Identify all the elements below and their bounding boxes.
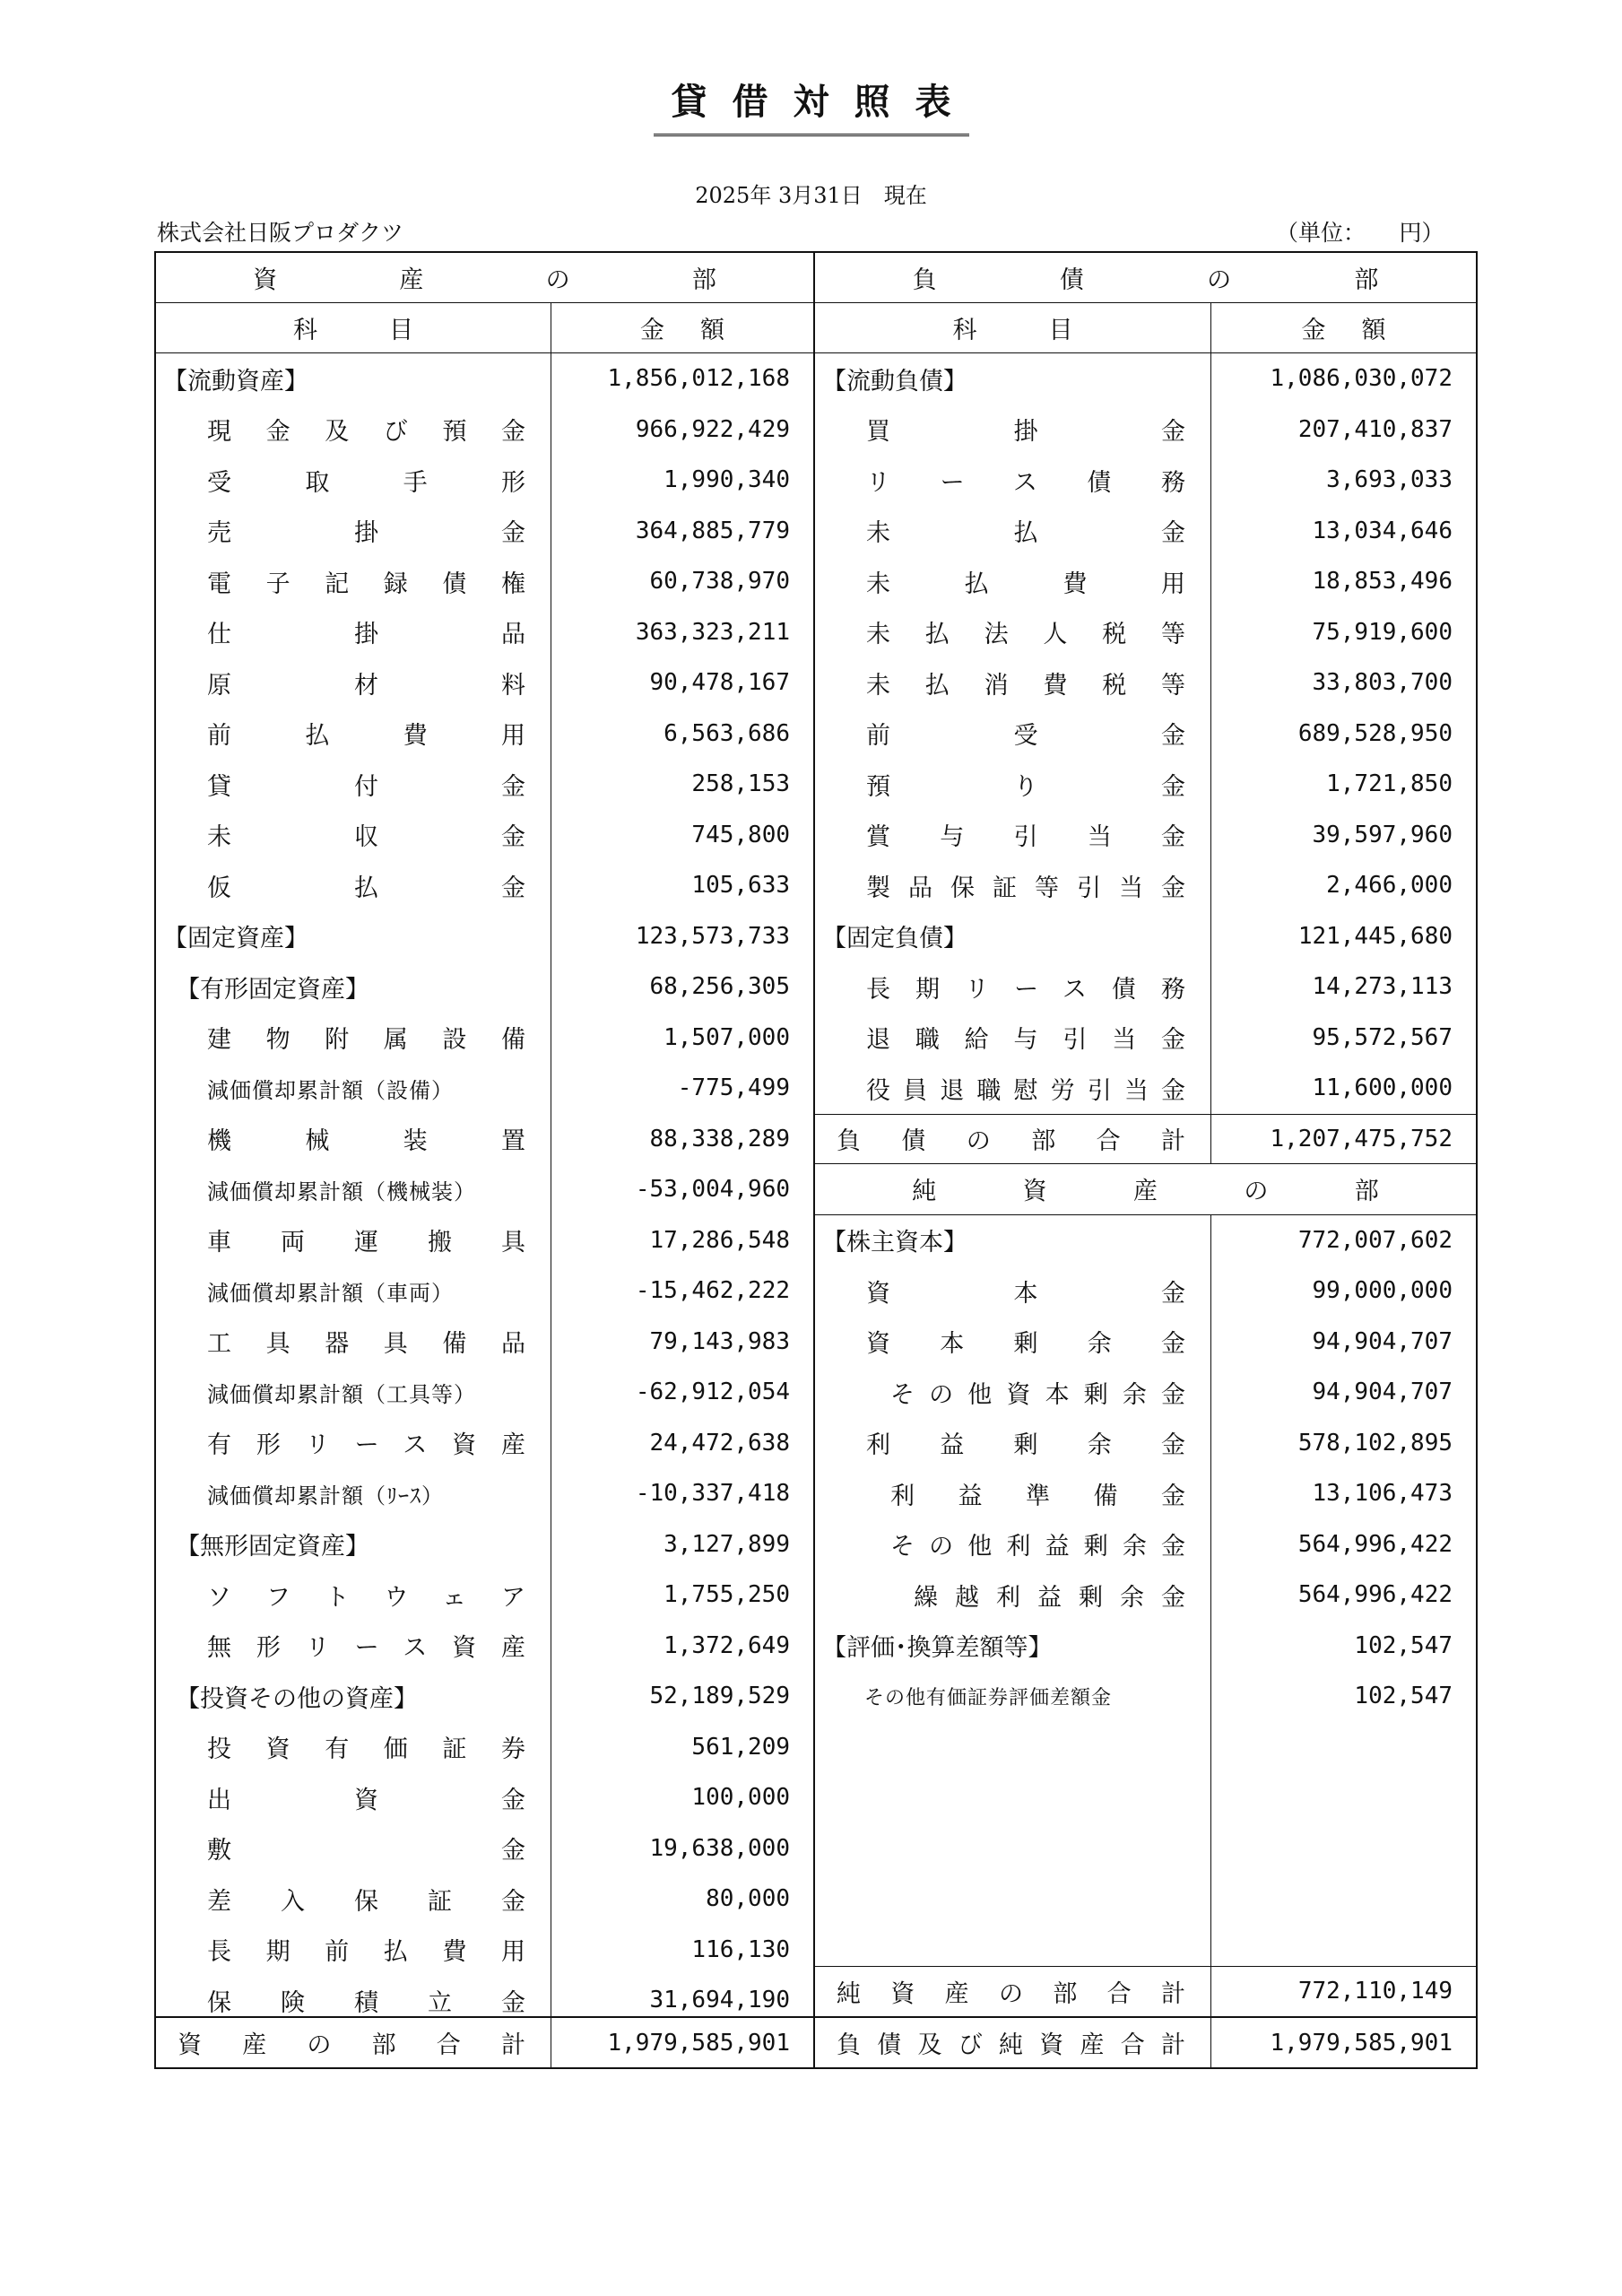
account-amount: 39,597,960 <box>1312 821 1453 848</box>
account-name: 製品保証等引当金 <box>815 860 1211 911</box>
account-amount: 207,410,837 <box>1297 415 1453 443</box>
account-name: 有形リース資産 <box>156 1418 551 1469</box>
account-amount: 1,721,850 <box>1326 770 1453 798</box>
assets-total-row <box>156 2016 813 2067</box>
table-row <box>156 759 813 810</box>
account-name: 原材料 <box>156 657 551 709</box>
account-name: 未払法人税等 <box>815 607 1211 658</box>
table-row <box>815 1519 1476 1570</box>
table-row <box>156 1063 813 1114</box>
column-header-char: 金 <box>1301 317 1326 344</box>
table-row <box>156 709 813 760</box>
table-row <box>156 1671 813 1722</box>
account-amount: 102,547 <box>1354 1631 1453 1659</box>
table-row <box>156 1013 813 1064</box>
account-name: 預り金 <box>815 759 1211 810</box>
liabilities-total-amount: 1,207,475,752 <box>1270 1125 1453 1152</box>
account-amount: 13,034,646 <box>1312 517 1453 544</box>
account-name: 【固定負債】 <box>815 911 1211 962</box>
header-char: 産 <box>399 266 424 294</box>
account-amount: 13,106,473 <box>1312 1480 1453 1508</box>
account-name: 買掛金 <box>815 404 1211 456</box>
table-row <box>815 1367 1476 1418</box>
account-name: 仮払金 <box>156 860 551 911</box>
column-header-char: 科 <box>293 317 317 344</box>
table-row <box>815 1215 1476 1266</box>
assets-column-header <box>156 303 813 353</box>
account-amount: 966,922,429 <box>635 415 790 443</box>
account-amount: 94,904,707 <box>1312 1327 1453 1355</box>
table-row <box>156 1164 813 1215</box>
table-row <box>815 657 1476 709</box>
assets-total-amount: 1,979,585,901 <box>607 2029 790 2057</box>
assets-rows <box>156 353 813 2026</box>
table-row <box>815 1317 1476 1368</box>
table-row <box>815 607 1476 658</box>
table-row <box>156 1265 813 1317</box>
net-assets-section-header <box>815 1164 1476 1215</box>
table-row <box>156 961 813 1013</box>
account-name: リース債務 <box>815 455 1211 506</box>
table-row <box>815 404 1476 456</box>
table-row <box>156 455 813 506</box>
account-amount: -53,004,960 <box>635 1176 790 1204</box>
net-assets-rows <box>815 1215 1476 1722</box>
account-name: 賞与引当金 <box>815 810 1211 861</box>
account-amount: 578,102,895 <box>1297 1429 1453 1457</box>
account-name: 【有形固定資産】 <box>156 961 551 1013</box>
net-assets-total-amount: 772,110,149 <box>1297 1978 1453 2005</box>
table-row <box>156 1874 813 1925</box>
account-amount: 102,547 <box>1354 1683 1453 1710</box>
account-amount: 1,372,649 <box>664 1631 790 1659</box>
table-row <box>156 1772 813 1823</box>
account-name: 減価償却累計額（機械装） <box>156 1164 551 1215</box>
account-amount: 6,563,686 <box>664 719 790 747</box>
account-amount: 121,445,680 <box>1297 922 1453 950</box>
table-row <box>156 1468 813 1519</box>
account-name: 未収金 <box>156 810 551 861</box>
account-amount: 258,153 <box>691 770 790 798</box>
table-row <box>815 1063 1476 1114</box>
account-amount: 18,853,496 <box>1312 568 1453 596</box>
table-row <box>156 556 813 607</box>
account-name: 無形リース資産 <box>156 1621 551 1672</box>
account-name: 【無形固定資産】 <box>156 1519 551 1570</box>
account-name: ソフトウェア <box>156 1570 551 1621</box>
table-row <box>815 1468 1476 1519</box>
account-amount: 99,000,000 <box>1312 1277 1453 1305</box>
account-amount: 24,472,638 <box>649 1429 790 1457</box>
header-char: の <box>1244 1178 1269 1206</box>
account-amount: 94,904,707 <box>1312 1378 1453 1406</box>
account-amount: 17,286,548 <box>649 1226 790 1254</box>
account-name: 受取手形 <box>156 455 551 506</box>
account-amount: -775,499 <box>677 1074 790 1102</box>
table-row <box>156 657 813 709</box>
document-title <box>0 74 1622 136</box>
table-row <box>156 607 813 658</box>
account-name: その他資本剰余金 <box>815 1367 1211 1418</box>
table-row <box>156 1925 813 1976</box>
account-name: 【固定資産】 <box>156 911 551 962</box>
account-name: 【流動資産】 <box>156 353 551 404</box>
account-name: 建物附属設備 <box>156 1013 551 1064</box>
table-row <box>815 353 1476 404</box>
account-amount: 364,885,779 <box>635 517 790 544</box>
account-name: 工具器具備品 <box>156 1317 551 1368</box>
account-amount: 60,738,970 <box>649 568 790 596</box>
account-name: 敷金 <box>156 1823 551 1874</box>
account-amount: 3,127,899 <box>664 1530 790 1558</box>
account-amount: 1,990,340 <box>664 466 790 494</box>
account-amount: 19,638,000 <box>649 1834 790 1862</box>
account-name: 減価償却累計額（設備） <box>156 1063 551 1114</box>
table-row <box>815 1418 1476 1469</box>
net-assets-total-label: 純資産の部合計 <box>815 1967 1211 2017</box>
table-row <box>156 1621 813 1672</box>
table-row <box>815 1570 1476 1621</box>
table-row <box>156 1215 813 1266</box>
account-amount: 14,273,113 <box>1312 973 1453 1001</box>
title-char: 対 <box>793 81 829 123</box>
grand-total-amount: 1,979,585,901 <box>1270 2029 1453 2057</box>
header-char: 部 <box>691 266 716 294</box>
account-amount: 564,996,422 <box>1297 1581 1453 1609</box>
column-header-char: 科 <box>952 317 977 344</box>
grand-total-row <box>815 2016 1476 2067</box>
title-char: 表 <box>915 81 951 123</box>
account-name: 長期前払費用 <box>156 1925 551 1976</box>
account-name: 【流動負債】 <box>815 353 1211 404</box>
account-name: その他有価証券評価差額金 <box>815 1671 1211 1722</box>
report-date: 2025年 3月31日 現在 <box>695 183 927 208</box>
account-name: 減価償却累計額（工具等） <box>156 1367 551 1418</box>
account-amount: -15,462,222 <box>635 1277 790 1305</box>
account-amount: 79,143,983 <box>649 1327 790 1355</box>
title-char: 借 <box>732 81 768 123</box>
header-char: 債 <box>1059 266 1084 294</box>
table-row <box>815 1013 1476 1064</box>
account-name: 資本金 <box>815 1265 1211 1317</box>
account-amount: 11,600,000 <box>1312 1074 1453 1102</box>
account-amount: 1,507,000 <box>664 1023 790 1051</box>
table-row <box>815 1265 1476 1317</box>
account-amount: 363,323,211 <box>635 618 790 646</box>
account-amount: 52,189,529 <box>649 1683 790 1710</box>
account-amount: 100,000 <box>691 1784 790 1812</box>
account-name: 長期リース債務 <box>815 961 1211 1013</box>
account-amount: 80,000 <box>706 1885 790 1913</box>
header-char: 純 <box>912 1178 937 1206</box>
account-amount: -10,337,418 <box>635 1480 790 1508</box>
account-name: 減価償却累計額（ﾘｰｽ） <box>156 1468 551 1519</box>
net-assets-empty-space <box>815 1722 1476 1966</box>
table-row <box>815 961 1476 1013</box>
table-row <box>156 1317 813 1368</box>
account-amount: 31,694,190 <box>649 1987 790 2014</box>
table-row <box>156 1114 813 1165</box>
header-char: の <box>545 266 570 294</box>
account-name: 現金及び預金 <box>156 404 551 456</box>
header-char: の <box>1207 266 1232 294</box>
table-row <box>815 810 1476 861</box>
table-row <box>156 404 813 456</box>
table-row <box>156 911 813 962</box>
account-name: 機械装置 <box>156 1114 551 1165</box>
account-amount: 88,338,289 <box>649 1125 790 1152</box>
table-row <box>156 1519 813 1570</box>
table-row <box>156 506 813 557</box>
header-char: 資 <box>1022 1178 1047 1206</box>
account-name: 前払費用 <box>156 709 551 760</box>
account-amount: 90,478,167 <box>649 669 790 697</box>
account-name: 減価償却累計額（車両） <box>156 1265 551 1317</box>
table-row <box>156 810 813 861</box>
assets-section-header <box>156 253 813 303</box>
title-char: 照 <box>854 81 890 123</box>
column-header-char: 金 <box>640 317 664 344</box>
header-char: 産 <box>1132 1178 1158 1206</box>
account-amount: 68,256,305 <box>649 973 790 1001</box>
account-name: 車両運搬具 <box>156 1215 551 1266</box>
liabilities-column <box>815 253 1476 2067</box>
assets-total-label: 資産の部合計 <box>156 2018 551 2067</box>
account-name: 売掛金 <box>156 506 551 557</box>
unit-label: （単位： 円） <box>1276 220 1444 246</box>
column-header-char: 目 <box>1048 317 1073 344</box>
balance-sheet-table <box>154 251 1478 2069</box>
account-name: 未払消費税等 <box>815 657 1211 709</box>
account-name: 資本剰余金 <box>815 1317 1211 1368</box>
table-row <box>815 911 1476 962</box>
account-amount: 123,573,733 <box>635 922 790 950</box>
table-row <box>156 860 813 911</box>
table-row <box>815 556 1476 607</box>
account-amount: 689,528,950 <box>1297 719 1453 747</box>
account-amount: 1,856,012,168 <box>607 365 790 393</box>
account-amount: 772,007,602 <box>1297 1226 1453 1254</box>
header-char: 負 <box>912 266 937 294</box>
account-name: 繰越利益剰余金 <box>815 1570 1211 1621</box>
table-row <box>156 1722 813 1773</box>
account-name: 【評価･換算差額等】 <box>815 1621 1211 1672</box>
table-row <box>815 759 1476 810</box>
company-name: 株式会社日阪プロダクツ <box>157 220 404 246</box>
column-header-char: 額 <box>700 317 724 344</box>
account-amount: 1,086,030,072 <box>1270 365 1453 393</box>
account-name: 差入保証金 <box>156 1874 551 1925</box>
header-char: 部 <box>1354 1178 1379 1206</box>
account-amount: 2,466,000 <box>1326 872 1453 900</box>
account-name: 【株主資本】 <box>815 1215 1211 1266</box>
account-name: 出資金 <box>156 1772 551 1823</box>
liabilities-total-row <box>815 1114 1476 1165</box>
account-amount: 75,919,600 <box>1312 618 1453 646</box>
account-name: 役員退職慰労引当金 <box>815 1063 1211 1114</box>
table-row <box>815 455 1476 506</box>
account-amount: -62,912,054 <box>635 1378 790 1406</box>
liabilities-total-label: 負債の部合計 <box>815 1115 1211 1164</box>
account-name: その他利益剰余金 <box>815 1519 1211 1570</box>
account-name: 未払費用 <box>815 556 1211 607</box>
account-name: 前受金 <box>815 709 1211 760</box>
account-amount: 561,209 <box>691 1733 790 1761</box>
table-row <box>815 709 1476 760</box>
account-amount: 1,755,250 <box>664 1581 790 1609</box>
account-name: 【投資その他の資産】 <box>156 1671 551 1722</box>
header-char: 資 <box>253 266 278 294</box>
account-name: 保険積立金 <box>156 1975 551 2026</box>
account-name: 投資有価証券 <box>156 1722 551 1773</box>
table-row <box>156 1570 813 1621</box>
liabilities-section-header <box>815 253 1476 303</box>
liabilities-rows <box>815 353 1476 1114</box>
column-header-char: 目 <box>389 317 413 344</box>
table-row <box>156 1418 813 1469</box>
table-row <box>156 1367 813 1418</box>
grand-total-label: 負債及び純資産合計 <box>815 2018 1211 2067</box>
account-name: 電子記録債権 <box>156 556 551 607</box>
account-name: 貸付金 <box>156 759 551 810</box>
account-name: 退職給与引当金 <box>815 1013 1211 1064</box>
title-char: 貸 <box>671 81 707 123</box>
table-row <box>156 353 813 404</box>
account-amount: 745,800 <box>691 821 790 848</box>
account-amount: 564,996,422 <box>1297 1530 1453 1558</box>
table-row <box>815 1621 1476 1672</box>
account-name: 仕掛品 <box>156 607 551 658</box>
account-name: 未払金 <box>815 506 1211 557</box>
liabilities-column-header <box>815 303 1476 353</box>
account-name: 利益準備金 <box>815 1468 1211 1519</box>
account-amount: 116,130 <box>691 1935 790 1963</box>
assets-column <box>156 253 815 2067</box>
table-row <box>815 506 1476 557</box>
header-char: 部 <box>1354 266 1379 294</box>
table-row <box>815 1671 1476 1722</box>
account-amount: 33,803,700 <box>1312 669 1453 697</box>
account-amount: 105,633 <box>691 872 790 900</box>
account-amount: 95,572,567 <box>1312 1023 1453 1051</box>
net-assets-total-row <box>815 1966 1476 2017</box>
account-name: 利益剰余金 <box>815 1418 1211 1469</box>
table-row <box>156 1823 813 1874</box>
account-amount: 3,693,033 <box>1326 466 1453 494</box>
column-header-char: 額 <box>1361 317 1386 344</box>
table-row <box>815 860 1476 911</box>
